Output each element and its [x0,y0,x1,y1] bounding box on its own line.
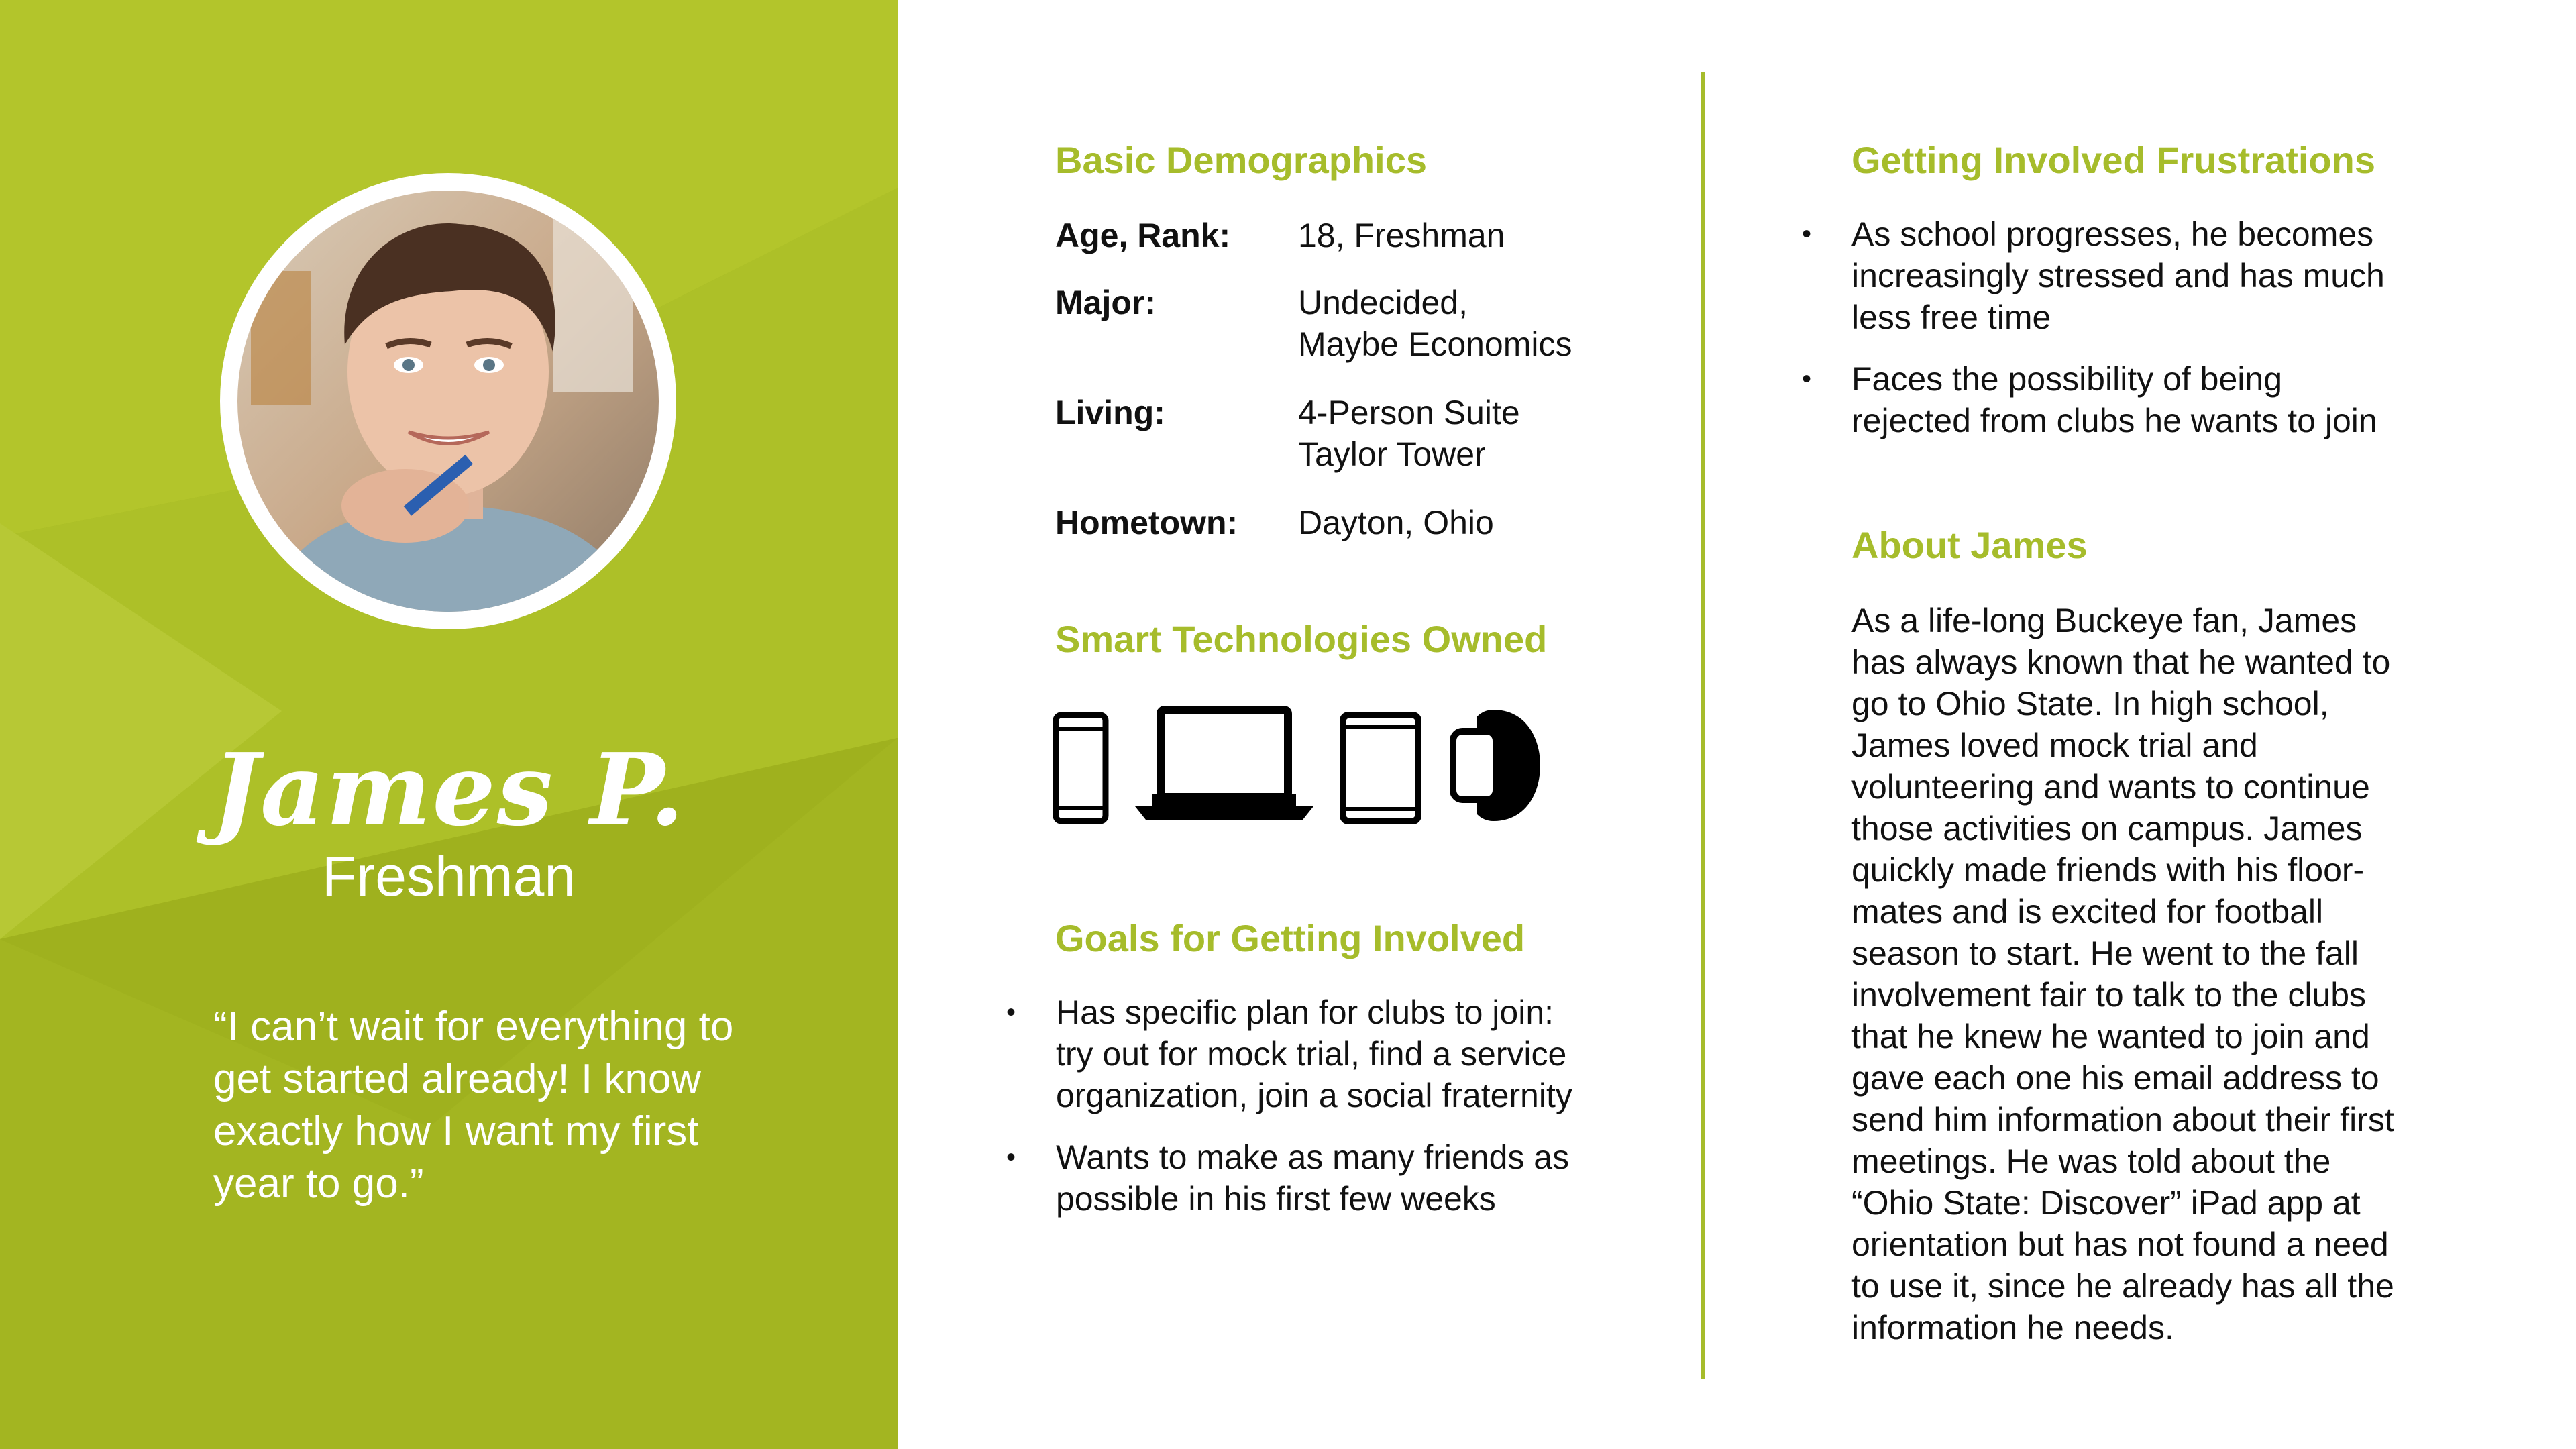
demographic-value-line: Undecided, [1298,284,1468,321]
about-title: About James [1851,524,2088,566]
demographic-label: Age, Rank: [1055,217,1231,254]
demographic-value: Dayton, Ohio [1298,504,1494,541]
frustrations-list [1802,213,2392,441]
persona-name: James P. [212,731,686,848]
demographics-title: Basic Demographics [1055,139,1427,181]
persona-panel [0,0,898,1449]
persona-quote: “I can’t wait for everything to get started already! I know exactly how I want my first year to go.” [213,1004,734,1207]
demographic-value [1298,282,1674,365]
frustrations-title: Getting Involved Frustrations [1851,139,2375,181]
demographic-value-line: 4-Person Suite [1298,394,1520,431]
bullet-icon: • [1802,364,1812,394]
demographic-label: Major: [1055,284,1156,321]
demographic-value-line: Taylor Tower [1298,435,1486,473]
list-item [1802,213,2392,338]
frustration-text: As school progresses, he becomes increasingly stressed and has much less free time [1851,215,2385,336]
smartwatch-icon [1446,706,1544,825]
persona-rank: Freshman [321,845,576,908]
goals-list [1006,991,1583,1220]
list-item [1802,358,2392,441]
demographic-value [1298,392,1674,475]
tablet-icon [1339,711,1422,825]
demographic-value: 18, Freshman [1298,217,1505,254]
frustration-text: Faces the possibility of being rejected from clubs he wants to join [1851,360,2377,439]
demographic-value-line: Maybe Economics [1298,325,1572,363]
bullet-icon: • [1006,998,1016,1027]
column-divider [1701,72,1705,1379]
goals-title: Goals for Getting Involved [1055,917,1525,959]
demographic-label: Hometown: [1055,504,1238,541]
goal-text: Wants to make as many friends as possible in his first few weeks [1056,1138,1570,1218]
about-text: As a life-long Buckeye fan, James has always known that he wanted to go to Ohio State. In high school, James loved mock trial and volunteering and wants to continue those activities on campus. James quickly made friends with his floor-mates and is excited for football season to start. He went to the fall involvement fair to talk to the clubs that he knew he wanted to join and gave each one his email address to send him information about their first meetings. He was told about the “Ohio State: Discover” iPad app at orientation but has not found a need to use it, since he already has all the information he needs. [1851,602,2394,1346]
goal-text: Has specific plan for clubs to join: try out for mock trial, find a service organization, join a social fraternity [1056,994,1572,1114]
avatar-frame [220,173,676,629]
bullet-icon: • [1006,1142,1016,1172]
technologies-title: Smart Technologies Owned [1055,618,1548,660]
list-item [1006,991,1583,1116]
demographic-label: Living: [1055,394,1165,431]
smartphone-icon [1052,711,1110,825]
bullet-icon: • [1802,219,1812,249]
list-item [1006,1136,1583,1220]
laptop-icon [1135,706,1313,820]
avatar [237,191,659,612]
